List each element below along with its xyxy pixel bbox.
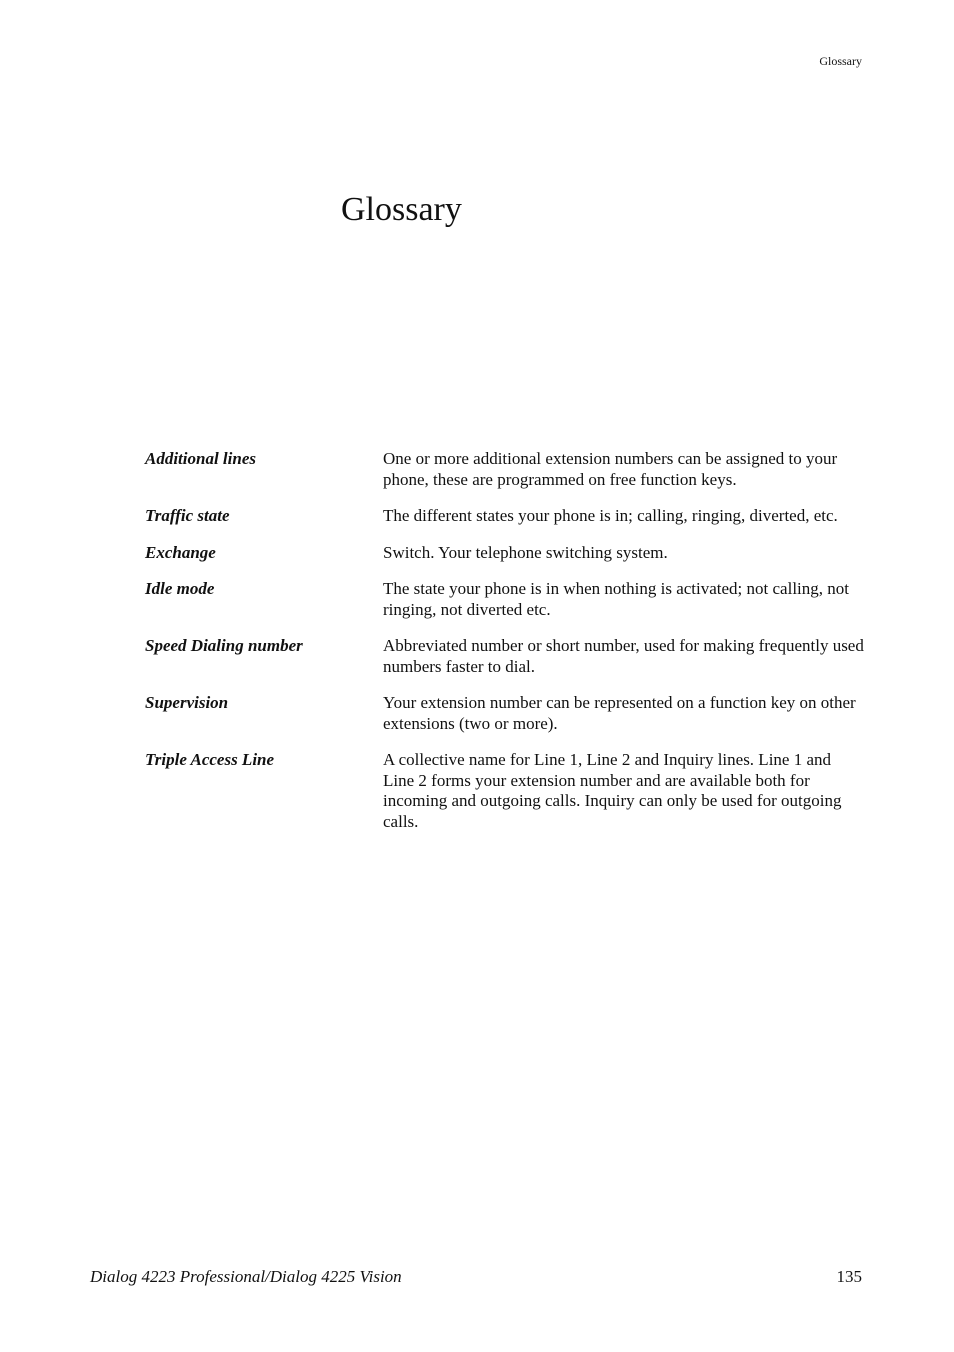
glossary-term: Supervision: [145, 693, 229, 712]
glossary-definition: The different states your phone is in; calling, ringing, diverted, etc.: [383, 506, 838, 525]
glossary-entry: [145, 506, 865, 527]
glossary-term: Additional lines: [145, 449, 256, 468]
glossary-list: [145, 449, 865, 848]
footer-document-title: Dialog 4223 Professional/Dialog 4225 Vision: [90, 1267, 402, 1286]
page-title: Glossary: [341, 191, 462, 228]
glossary-term: Triple Access Line: [145, 750, 275, 769]
page-number: 135: [836, 1267, 862, 1286]
glossary-term: Idle mode: [145, 579, 215, 598]
glossary-entry: [145, 543, 865, 564]
glossary-definition: One or more additional extension numbers can be assigned to your phone, these are programmed on free function keys.: [383, 449, 838, 489]
glossary-term: Traffic state: [145, 506, 230, 525]
glossary-entry: [145, 750, 865, 832]
glossary-entry: [145, 636, 865, 677]
glossary-entry: [145, 449, 865, 490]
glossary-entry: [145, 579, 865, 620]
glossary-definition: A collective name for Line 1, Line 2 and Inquiry lines. Line 1 and Line 2 forms your extension number and are available both for incoming and outgoing calls. Inquiry can only be used for outgoing calls.: [383, 750, 842, 831]
glossary-definition: Switch. Your telephone switching system.: [383, 542, 668, 562]
glossary-term: Exchange: [145, 542, 216, 562]
glossary-entry: [145, 693, 865, 734]
glossary-definition: Your extension number can be represented on a function key on other extensions (two or more).: [383, 693, 856, 733]
glossary-term: Speed Dialing number: [145, 636, 303, 655]
glossary-definition: Abbreviated number or short number, used for making frequently used numbers faster to dial.: [383, 636, 864, 676]
glossary-definition: The state your phone is in when nothing is activated; not calling, not ringing, not diverted etc.: [383, 579, 849, 619]
running-header: Glossary: [819, 54, 862, 68]
